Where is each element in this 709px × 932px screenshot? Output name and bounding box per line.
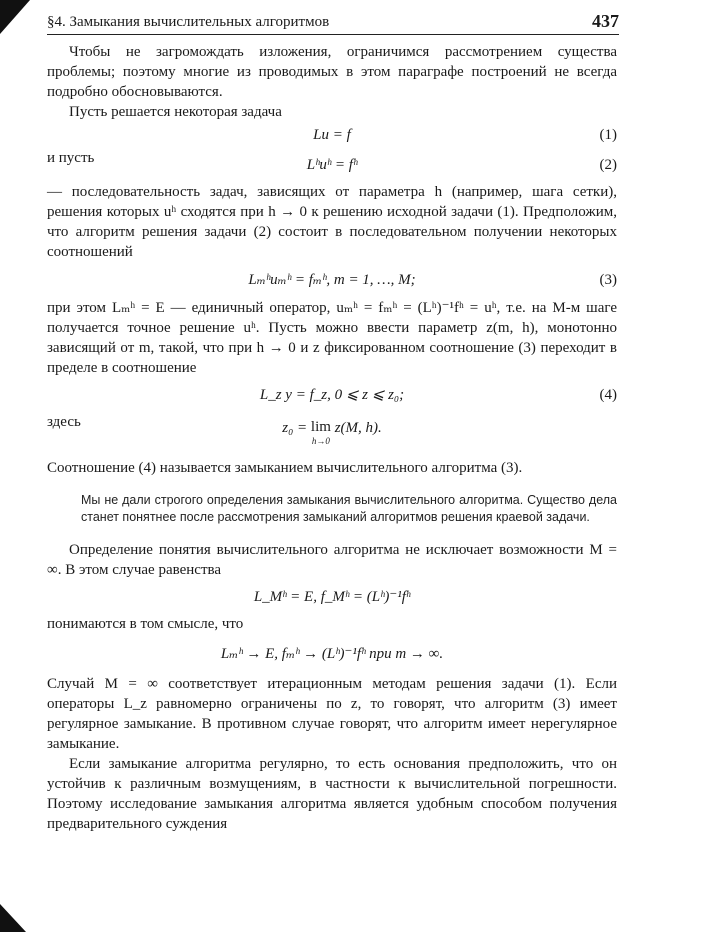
paragraph-intro: Чтобы не загромождать изложения, ограничимся рассмотрением существа проблемы; поэтому многие из проводимых в этом параграфе построений не всегда подробно обосновываются. (47, 44, 617, 100)
limit-subscript: h→0 (311, 436, 330, 446)
equation-5-formula (47, 420, 617, 448)
equation-5 (47, 412, 617, 458)
scan-corner-mark-bottom (0, 904, 26, 932)
equation-3-number: (3) (599, 272, 617, 288)
equation-1-formula: Lu = f (313, 127, 351, 143)
equation-3 (47, 262, 617, 298)
equation-1-number: (1) (599, 127, 617, 143)
limit-operator (311, 420, 331, 448)
equation-4 (47, 378, 617, 412)
equation-2 (47, 148, 617, 182)
running-header (47, 8, 619, 35)
equation-5-left: z₀ = (282, 420, 308, 436)
limit-symbol: lim (310, 419, 331, 435)
remark-note: Мы не дали строгого определения замыкания вычислительного алгоритма. Существо дела станет понятнее после рассмотрения замыканий алгоритмов решения краевой задачи. (81, 493, 617, 524)
page-body (47, 42, 617, 834)
scan-corner-mark (0, 0, 30, 34)
equation-6 (47, 580, 617, 614)
equation-4-number: (4) (599, 387, 617, 403)
paragraph-infinite-m: Определение понятия вычислительного алгоритма не исключает возможности M = ∞. В этом случае равенства (47, 542, 617, 578)
equation-3-formula: Lₘʰuₘʰ = fₘʰ, m = 1, …, M; (248, 272, 416, 288)
equation-7 (47, 634, 617, 674)
equation-2-formula: Lʰuʰ = fʰ (306, 157, 358, 173)
equation-6-formula: L_Mʰ = E, f_Mʰ = (Lʰ)⁻¹fʰ (253, 589, 411, 605)
paragraph-parameter: при этом Lₘʰ = E — единичный оператор, uₘʰ = fₘʰ = (Lʰ)⁻¹fʰ = uʰ, т.е. на M-м шаге получается точное решение uʰ. Пусть можно ввести параметр z(m, h), монотонно зависящий от m, такой, что при h → 0 и z фиксированном соотношение (3) переходит в пределе в соотношение (47, 300, 617, 376)
equation-5-right: z(M, h). (334, 420, 382, 436)
equation-2-number: (2) (599, 157, 617, 173)
equation-2-lead: и пусть (47, 150, 95, 166)
section-title: §4. Замыкания вычислительных алгоритмов (47, 14, 330, 30)
paragraph-task: Пусть решается некоторая задача (69, 104, 282, 120)
paragraph-meaning: понимаются в том смысле, что (47, 616, 244, 632)
paragraph-stability: Если замыкание алгоритма регулярно, то есть основания предположить, что он устойчив к различным возмущениям, в частности к вычислительной погрешности. Поэтому исследование замыкания алгоритма является удобным способом получения предварительного суждения (47, 756, 617, 832)
paragraph-sequence: — последовательность задач, зависящих от параметра h (например, шага сетки), решения которых uʰ сходятся при h → 0 к решению исходной задачи (1). Предположим, что алгоритм решения задачи (2) состоит в последовательном получении некоторых соотношений (47, 184, 617, 260)
paragraph-closure-definition: Соотношение (4) называется замыканием вычислительного алгоритма (3). (47, 460, 523, 476)
page-number: 437 (592, 11, 619, 31)
equation-1 (47, 122, 617, 148)
equation-7-formula: Lₘʰ → E, fₘʰ → (Lʰ)⁻¹fʰ при m → ∞. (220, 646, 444, 662)
equation-5-lead: здесь (47, 414, 81, 430)
equation-4-formula: L_z y = f_z, 0 ⩽ z ⩽ z₀; (259, 387, 405, 403)
paragraph-regular-closure: Случай M = ∞ соответствует итерационным методам решения задачи (1). Если операторы L_z равномерно ограничены по z, то говорят, что алгоритм (3) имеет регулярное замыкание. В противном случае говорят, что алгоритм имеет нерегулярное замыкание. (47, 676, 617, 752)
